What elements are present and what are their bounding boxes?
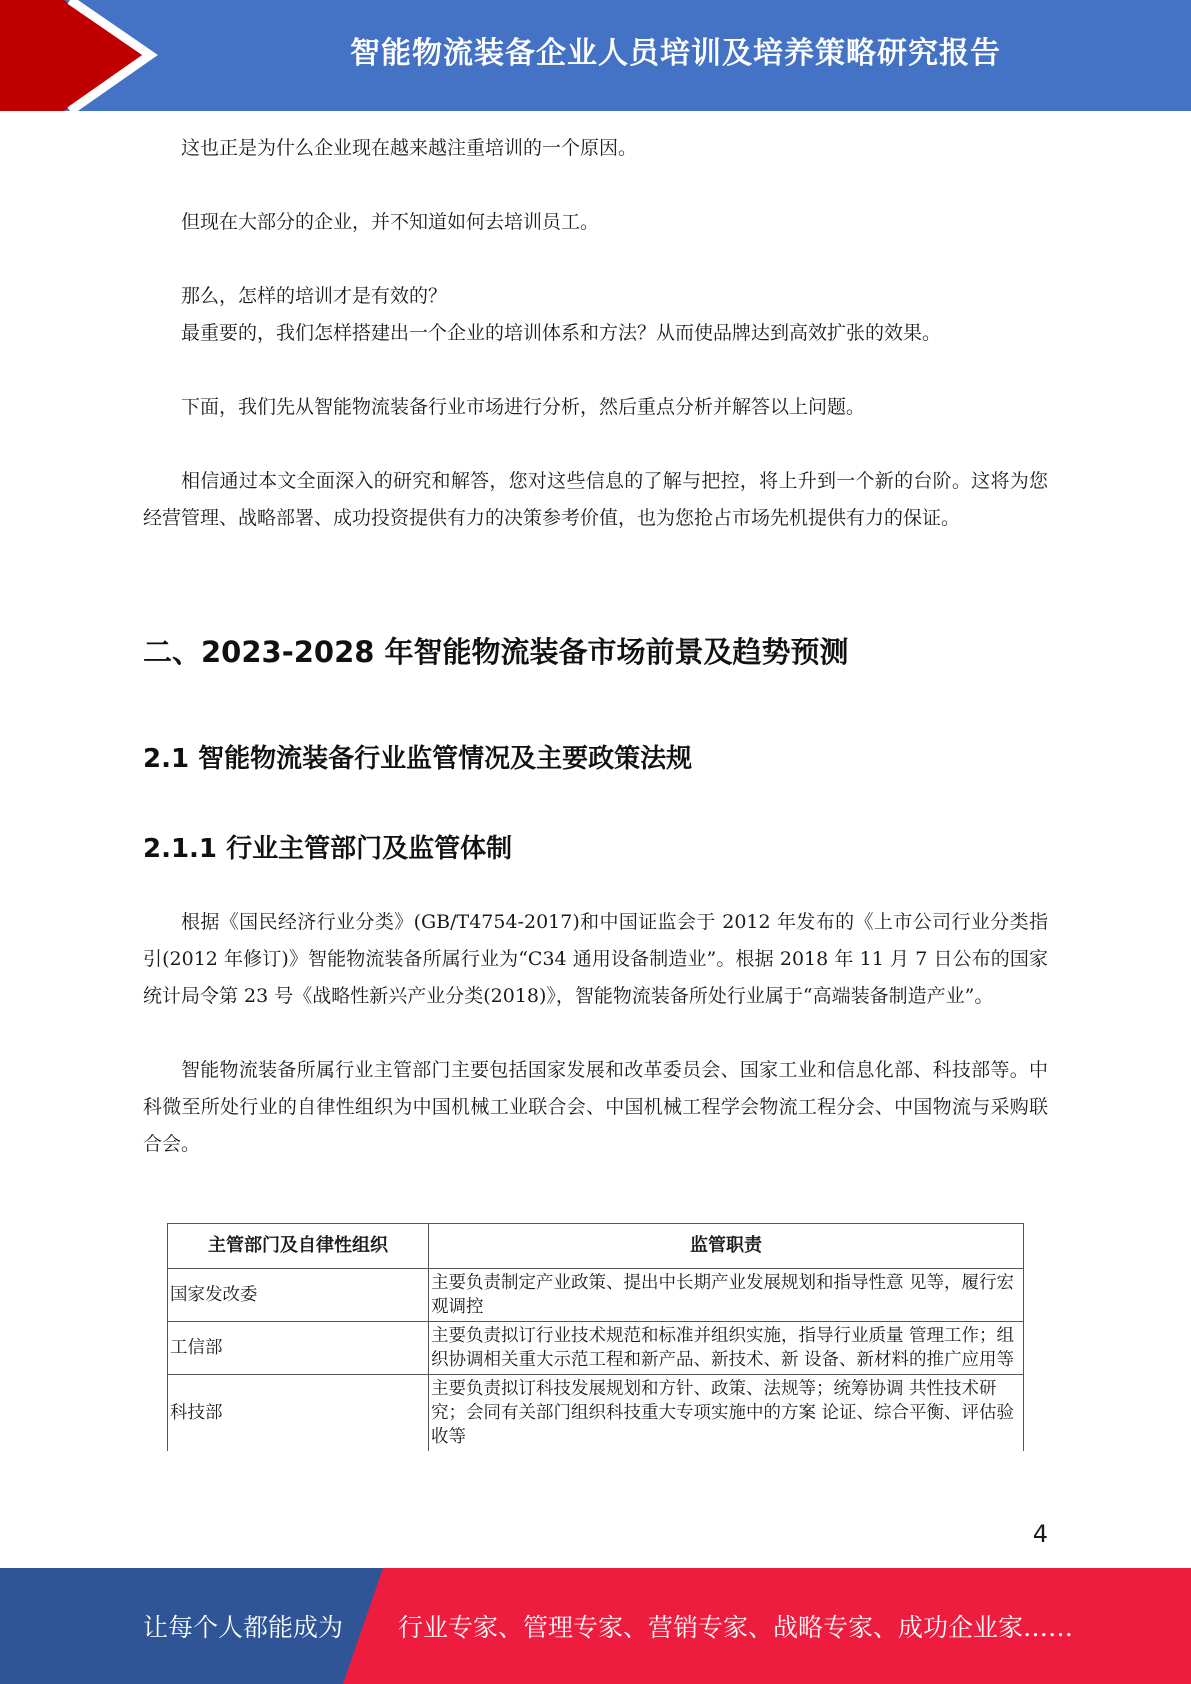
table-row [168, 1375, 1024, 1452]
paragraph: 那么，怎样的培训才是有效的？ [181, 285, 448, 307]
paragraph: 这也正是为什么企业现在越来越注重培训的一个原因。 [181, 137, 638, 159]
section-heading: 二、2023-2028 年智能物流装备市场前景及趋势预测 [143, 635, 849, 669]
report-title: 智能物流装备企业人员培训及培养策略研究报告 [350, 36, 1001, 71]
org-cell: 国家发改委 [168, 1269, 429, 1322]
footer-slogan-right: 行业专家、管理专家、营销专家、战略专家、成功企业家…… [398, 1613, 1074, 1642]
page-number: 4 [1032, 1520, 1048, 1548]
table-row [168, 1269, 1024, 1322]
paragraph: 根据《国民经济行业分类》(GB/T4754-2017)和中国证监会于 2012 年发布的《上市公司行业分类指引(2012 年修订)》智能物流装备所属行业为“C34 通用设备制造业”。根据 2018 年 11 月 7 日公布的国家统计局令第 23 号《战略性新兴产业分类(2018)》，智能物流装备所处行业属于“高端装备制造产业”。 [143, 911, 1048, 1007]
duty-cell: 主要负责拟订科技发展规划和方针、政策、法规等；统筹协调 共性技术研究；会同有关部门组织科技重大专项实施中的方案 论证、综合平衡、评估验收等 [429, 1375, 1024, 1452]
paragraph: 智能物流装备所属行业主管部门主要包括国家发展和改革委员会、国家工业和信息化部、科技部等。中科微至所处行业的自律性组织为中国机械工业联合会、中国机械工程学会物流工程分会、中国物流与采购联合会。 [143, 1059, 1048, 1155]
table-row [168, 1322, 1024, 1375]
footer-slogan-left: 让每个人都能成为 [143, 1613, 344, 1642]
page-footer [0, 1568, 1191, 1684]
column-header: 监管职责 [429, 1224, 1024, 1269]
subsection-heading: 2.1 智能物流装备行业监管情况及主要政策法规 [143, 744, 693, 774]
paragraph: 相信通过本文全面深入的研究和解答，您对这些信息的了解与把控，将上升到一个新的台阶。这将为您经营管理、战略部署、成功投资提供有力的决策参考价值，也为您抢占市场先机提供有力的保证。 [143, 470, 1048, 529]
org-cell: 科技部 [168, 1375, 429, 1452]
duty-cell: 主要负责拟订行业技术规范和标准并组织实施，指导行业质量 管理工作；组织协调相关重大示范工程和新产品、新技术、新 设备、新材料的推广应用等 [429, 1322, 1024, 1375]
duty-cell: 主要负责制定产业政策、提出中长期产业发展规划和指导性意 见等，履行宏观调控 [429, 1269, 1024, 1322]
regulatory-table [167, 1223, 1024, 1451]
paragraph: 最重要的，我们怎样搭建出一个企业的培训体系和方法？从而使品牌达到高效扩张的效果。 [181, 322, 942, 344]
table-header-row [168, 1224, 1024, 1269]
paragraph: 但现在大部分的企业，并不知道如何去培训员工。 [181, 211, 600, 233]
page-header [0, 0, 1191, 111]
subsubsection-heading: 2.1.1 行业主管部门及监管体制 [143, 834, 513, 864]
column-header: 主管部门及自律性组织 [168, 1224, 429, 1269]
paragraph: 下面，我们先从智能物流装备行业市场进行分析，然后重点分析并解答以上问题。 [181, 396, 866, 418]
org-cell: 工信部 [168, 1322, 429, 1375]
body-text [143, 904, 1048, 1163]
intro-text [143, 130, 1048, 537]
